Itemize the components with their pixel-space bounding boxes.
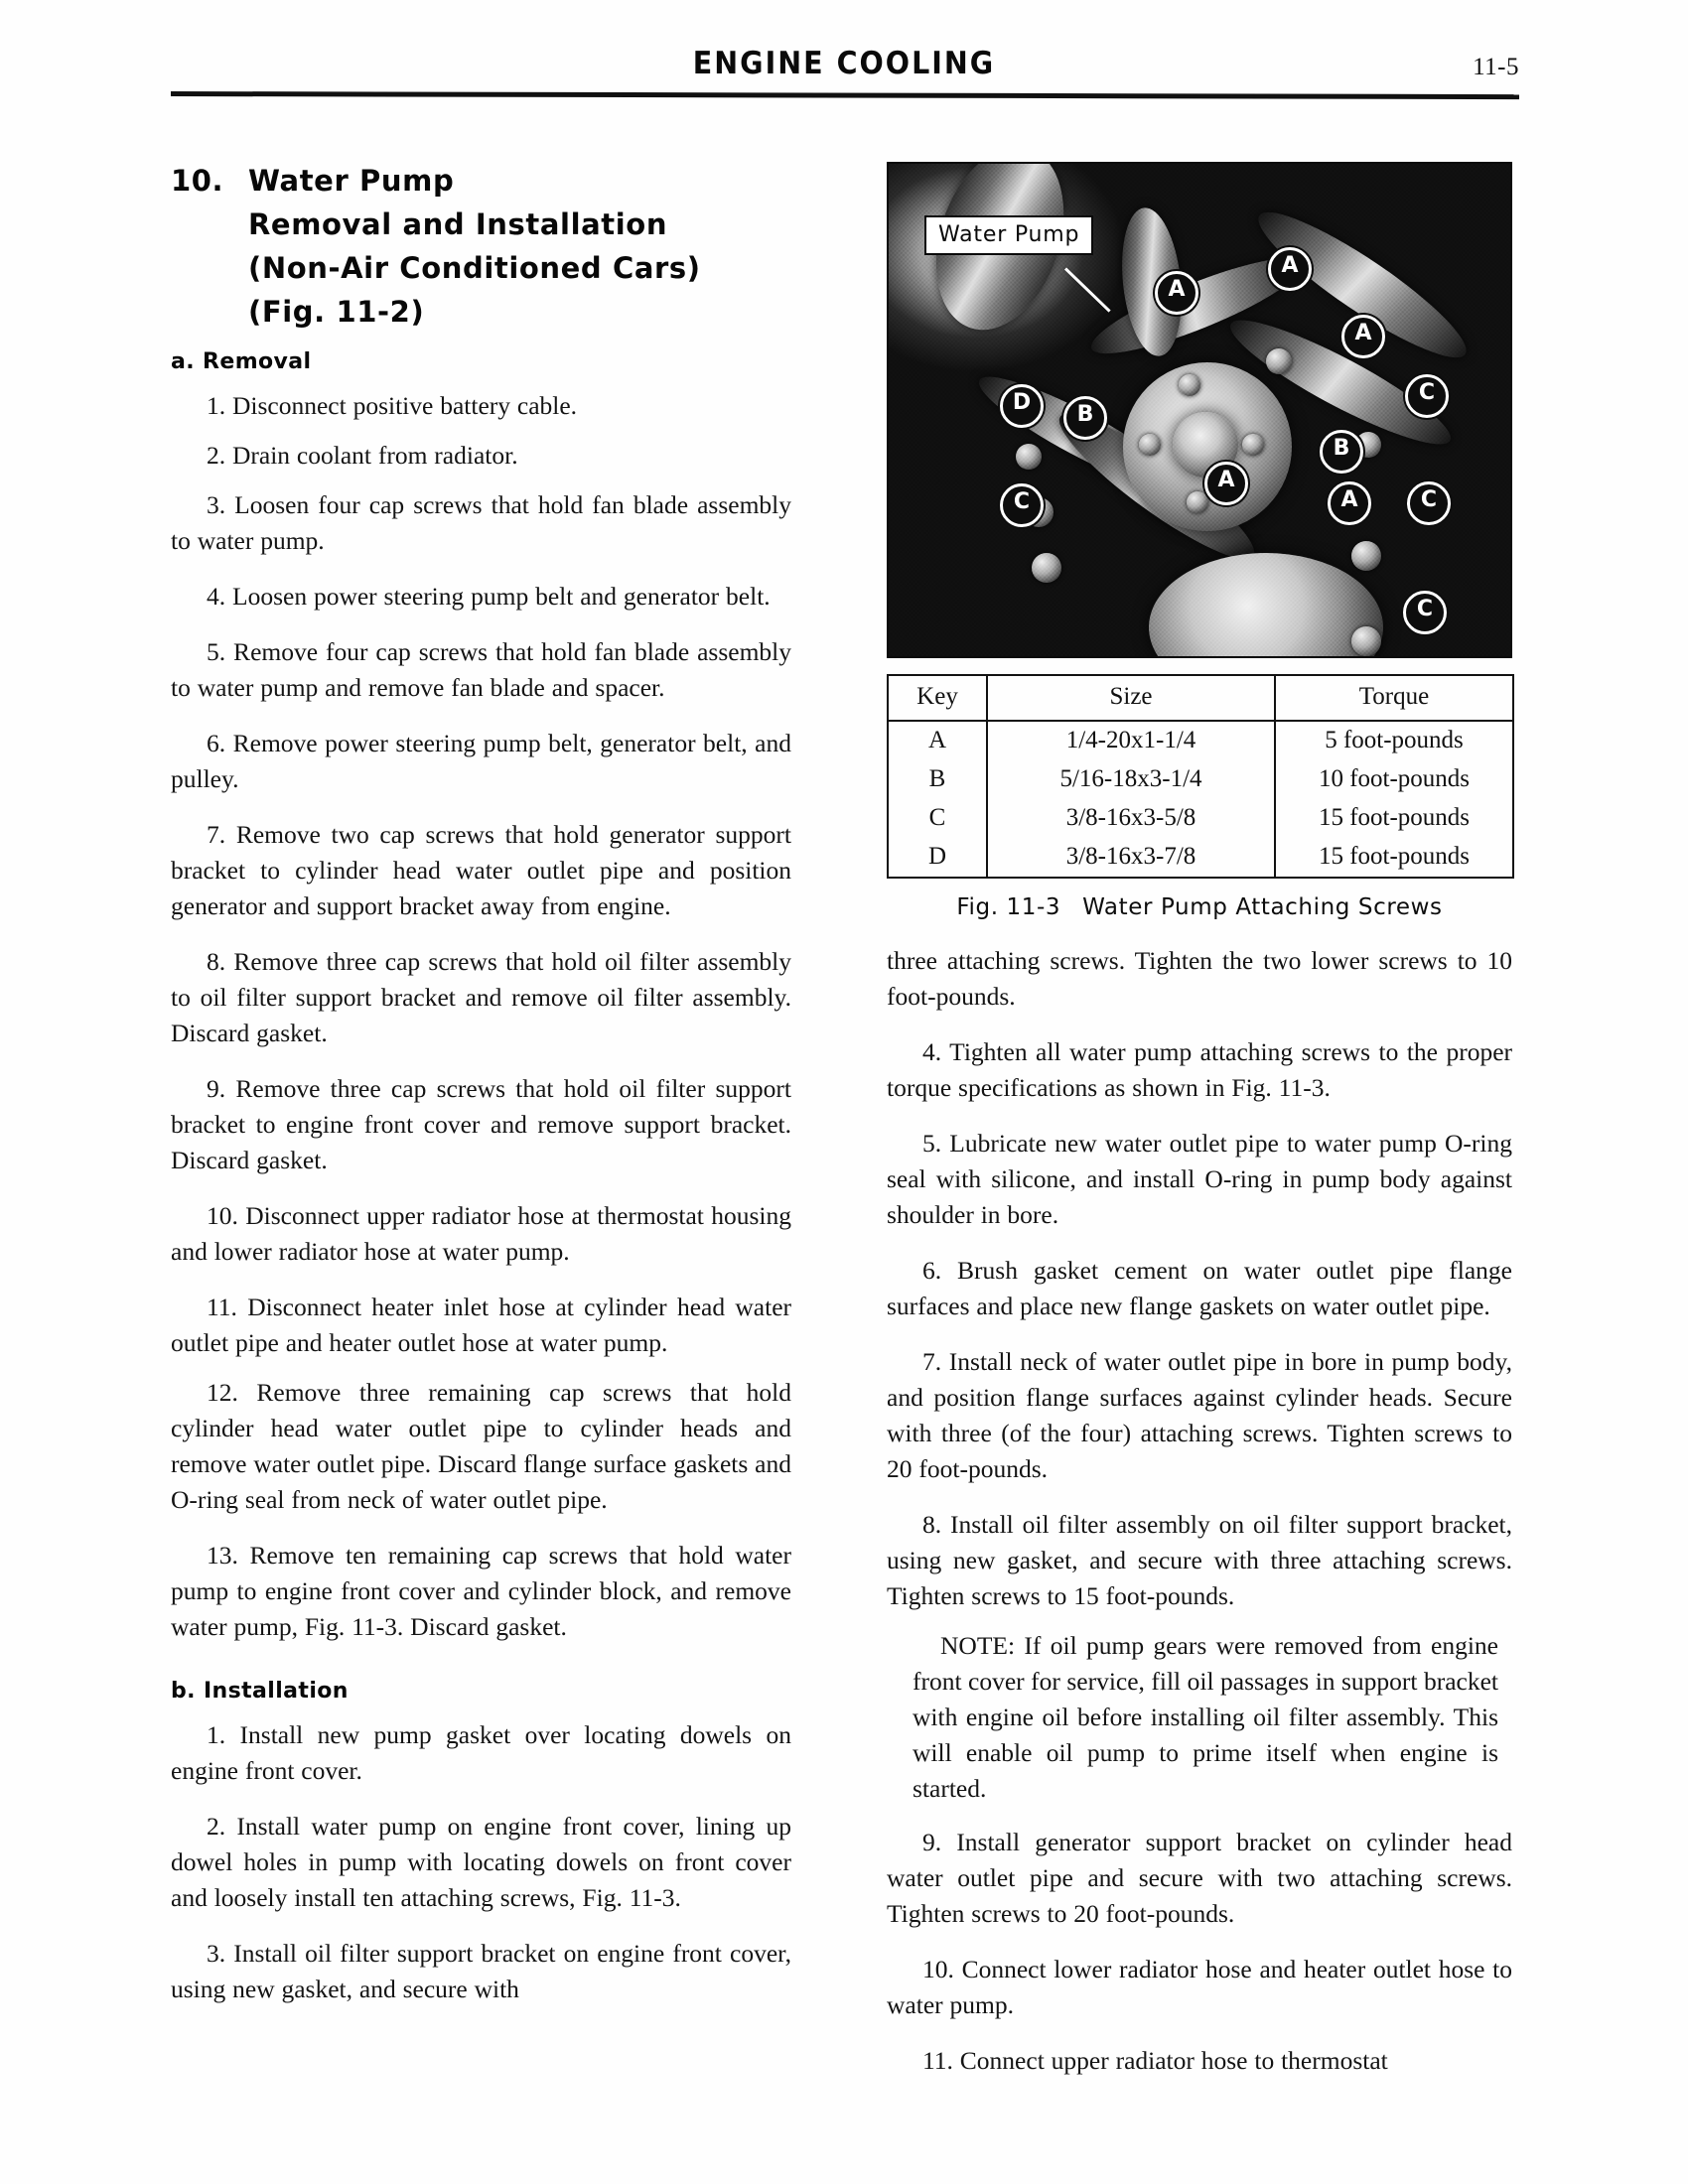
cell-size: 3/8-16x3-5/8 [987, 799, 1275, 838]
column-header-torque: Torque [1275, 675, 1513, 721]
column-header-size: Size [987, 675, 1275, 721]
column-header-key: Key [888, 675, 987, 721]
cell-size: 3/8-16x3-7/8 [987, 838, 1275, 878]
callout-c: C [1000, 483, 1044, 527]
removal-step: 3. Loosen four cap screws that hold fan blade assembly to water pump. [171, 490, 791, 555]
cell-torque: 10 foot-pounds [1275, 760, 1513, 799]
section-title-line-2: Removal and Installation [248, 207, 668, 241]
figure-11-3 [887, 162, 1512, 920]
installation-step: 4. Tighten all water pump attaching screws to the proper torque specifications as shown in Fig. 11-3. [887, 1037, 1512, 1102]
callout-c: C [1405, 374, 1449, 418]
figure-caption-number: Fig. 11-3 [956, 894, 1061, 920]
cell-key: A [888, 721, 987, 760]
table-row [888, 721, 1513, 760]
installation-step: 7. Install neck of water outlet pipe in bore in pump body, and position flange surfaces against cylinder heads. Secure with three (of the four) attaching screws. Tighten screws to 20 foot-pounds. [887, 1347, 1512, 1483]
note-block: NOTE: If oil pump gears were removed from engine front cover for service, fill oil passages in support bracket with engine oil before installing oil filter assembly. This will enable oil pump to prime itself when engine is started. [913, 1631, 1498, 1803]
cell-torque: 15 foot-pounds [1275, 838, 1513, 878]
callout-a: A [1328, 481, 1371, 525]
removal-step: 1. Disconnect positive battery cable. [207, 391, 578, 420]
removal-step: 13. Remove ten remaining cap screws that hold water pump to engine front cover and cylinder block, and remove water pump, Fig. 11-3. Discard gasket. [171, 1541, 791, 1641]
torque-table [887, 674, 1514, 879]
callout-d: D [1000, 384, 1044, 428]
cell-size: 1/4-20x1-1/4 [987, 721, 1275, 760]
removal-step: 6. Remove power steering pump belt, generator belt, and pulley. [171, 729, 791, 793]
callout-a: A [1155, 271, 1198, 315]
section-heading [171, 159, 791, 334]
section-number: 10. [171, 164, 224, 198]
installation-step: 8. Install oil filter assembly on oil filter support bracket, using new gasket, and secure with three attaching screws. Tighten screws to 15 foot-pounds. [887, 1510, 1512, 1610]
section-title-line-4: (Fig. 11-2) [248, 295, 425, 329]
removal-step: 11. Disconnect heater inlet hose at cylinder head water outlet pipe and heater outlet hose at water pump. [171, 1293, 791, 1357]
removal-step: 7. Remove two cap screws that hold generator support bracket to cylinder head water outlet pipe and position generator and support bracket away from engine. [171, 820, 791, 920]
callout-a: A [1268, 247, 1312, 291]
installation-step: 2. Install water pump on engine front cover, lining up dowel holes in pump with locating dowels on front cover and loosely install ten attaching screws, Fig. 11-3. [171, 1812, 791, 1912]
callout-b: B [1320, 430, 1363, 474]
installation-step: 6. Brush gasket cement on water outlet pipe flange surfaces and place new flange gaskets on water outlet pipe. [887, 1256, 1512, 1320]
table-row [888, 799, 1513, 838]
callout-b: B [1063, 396, 1107, 440]
installation-step: 5. Lubricate new water outlet pipe to water pump O-ring seal with silicone, and install O-ring in pump body against shoulder in bore. [887, 1129, 1512, 1229]
table-row [888, 838, 1513, 878]
cell-key: C [888, 799, 987, 838]
callout-c: C [1407, 481, 1451, 525]
cell-size: 5/16-18x3-1/4 [987, 760, 1275, 799]
section-title-line-3: (Non-Air Conditioned Cars) [248, 251, 701, 285]
page-title: ENGINE COOLING [692, 46, 996, 81]
installation-subheading: b. Installation [171, 1679, 349, 1704]
installation-step-continued: three attaching screws. Tighten the two lower screws to 10 foot-pounds. [887, 946, 1512, 1011]
callout-c: C [1403, 591, 1447, 634]
cell-key: B [888, 760, 987, 799]
removal-step: 9. Remove three cap screws that hold oil filter support bracket to engine front cover and remove support bracket. Discard gasket. [171, 1074, 791, 1174]
torque-table-wrapper [887, 674, 1512, 879]
page-number: 11-5 [1473, 54, 1519, 80]
installation-step: 3. Install oil filter support bracket on engine front cover, using new gasket, and secure with [171, 1939, 791, 2003]
removal-subheading: a. Removal [171, 349, 312, 374]
removal-step: 5. Remove four cap screws that hold fan blade assembly to water pump and remove fan blade and spacer. [171, 637, 791, 702]
installation-step: 9. Install generator support bracket on cylinder head water outlet pipe and secure with two attaching screws. Tighten screws to 20 foot-pounds. [887, 1828, 1512, 1928]
header-rule [171, 91, 1519, 99]
removal-step: 10. Disconnect upper radiator hose at thermostat housing and lower radiator hose at water pump. [171, 1201, 791, 1266]
cell-torque: 15 foot-pounds [1275, 799, 1513, 838]
section-title-line-1: Water Pump [248, 164, 455, 198]
installation-step: 11. Connect upper radiator hose to thermostat [922, 2046, 1388, 2075]
callout-a: A [1341, 315, 1385, 358]
figure-caption [887, 894, 1512, 920]
removal-step: 8. Remove three cap screws that hold oil filter assembly to oil filter support bracket and remove oil filter assembly. Discard gasket. [171, 947, 791, 1047]
water-pump-photo [887, 162, 1512, 658]
left-column [171, 159, 791, 2007]
removal-step: 12. Remove three remaining cap screws that hold cylinder head water outlet pipe to cylinder heads and remove water outlet pipe. Discard flange surface gaskets and O-ring seal from neck of water outlet pipe. [171, 1378, 791, 1514]
water-pump-label: Water Pump [924, 215, 1093, 255]
table-row [888, 760, 1513, 799]
page-header [169, 46, 1519, 91]
installation-step: 1. Install new pump gasket over locating dowels on engine front cover. [171, 1720, 791, 1785]
installation-step: 10. Connect lower radiator hose and heater outlet hose to water pump. [887, 1955, 1512, 2019]
figure-caption-text: Water Pump Attaching Screws [1082, 894, 1443, 920]
cell-torque: 5 foot-pounds [1275, 721, 1513, 760]
table-header-row [888, 675, 1513, 721]
right-column [887, 943, 1512, 2079]
removal-step: 4. Loosen power steering pump belt and generator belt. [207, 582, 771, 611]
removal-step: 2. Drain coolant from radiator. [207, 441, 518, 470]
callout-a: A [1204, 462, 1248, 505]
cell-key: D [888, 838, 987, 878]
